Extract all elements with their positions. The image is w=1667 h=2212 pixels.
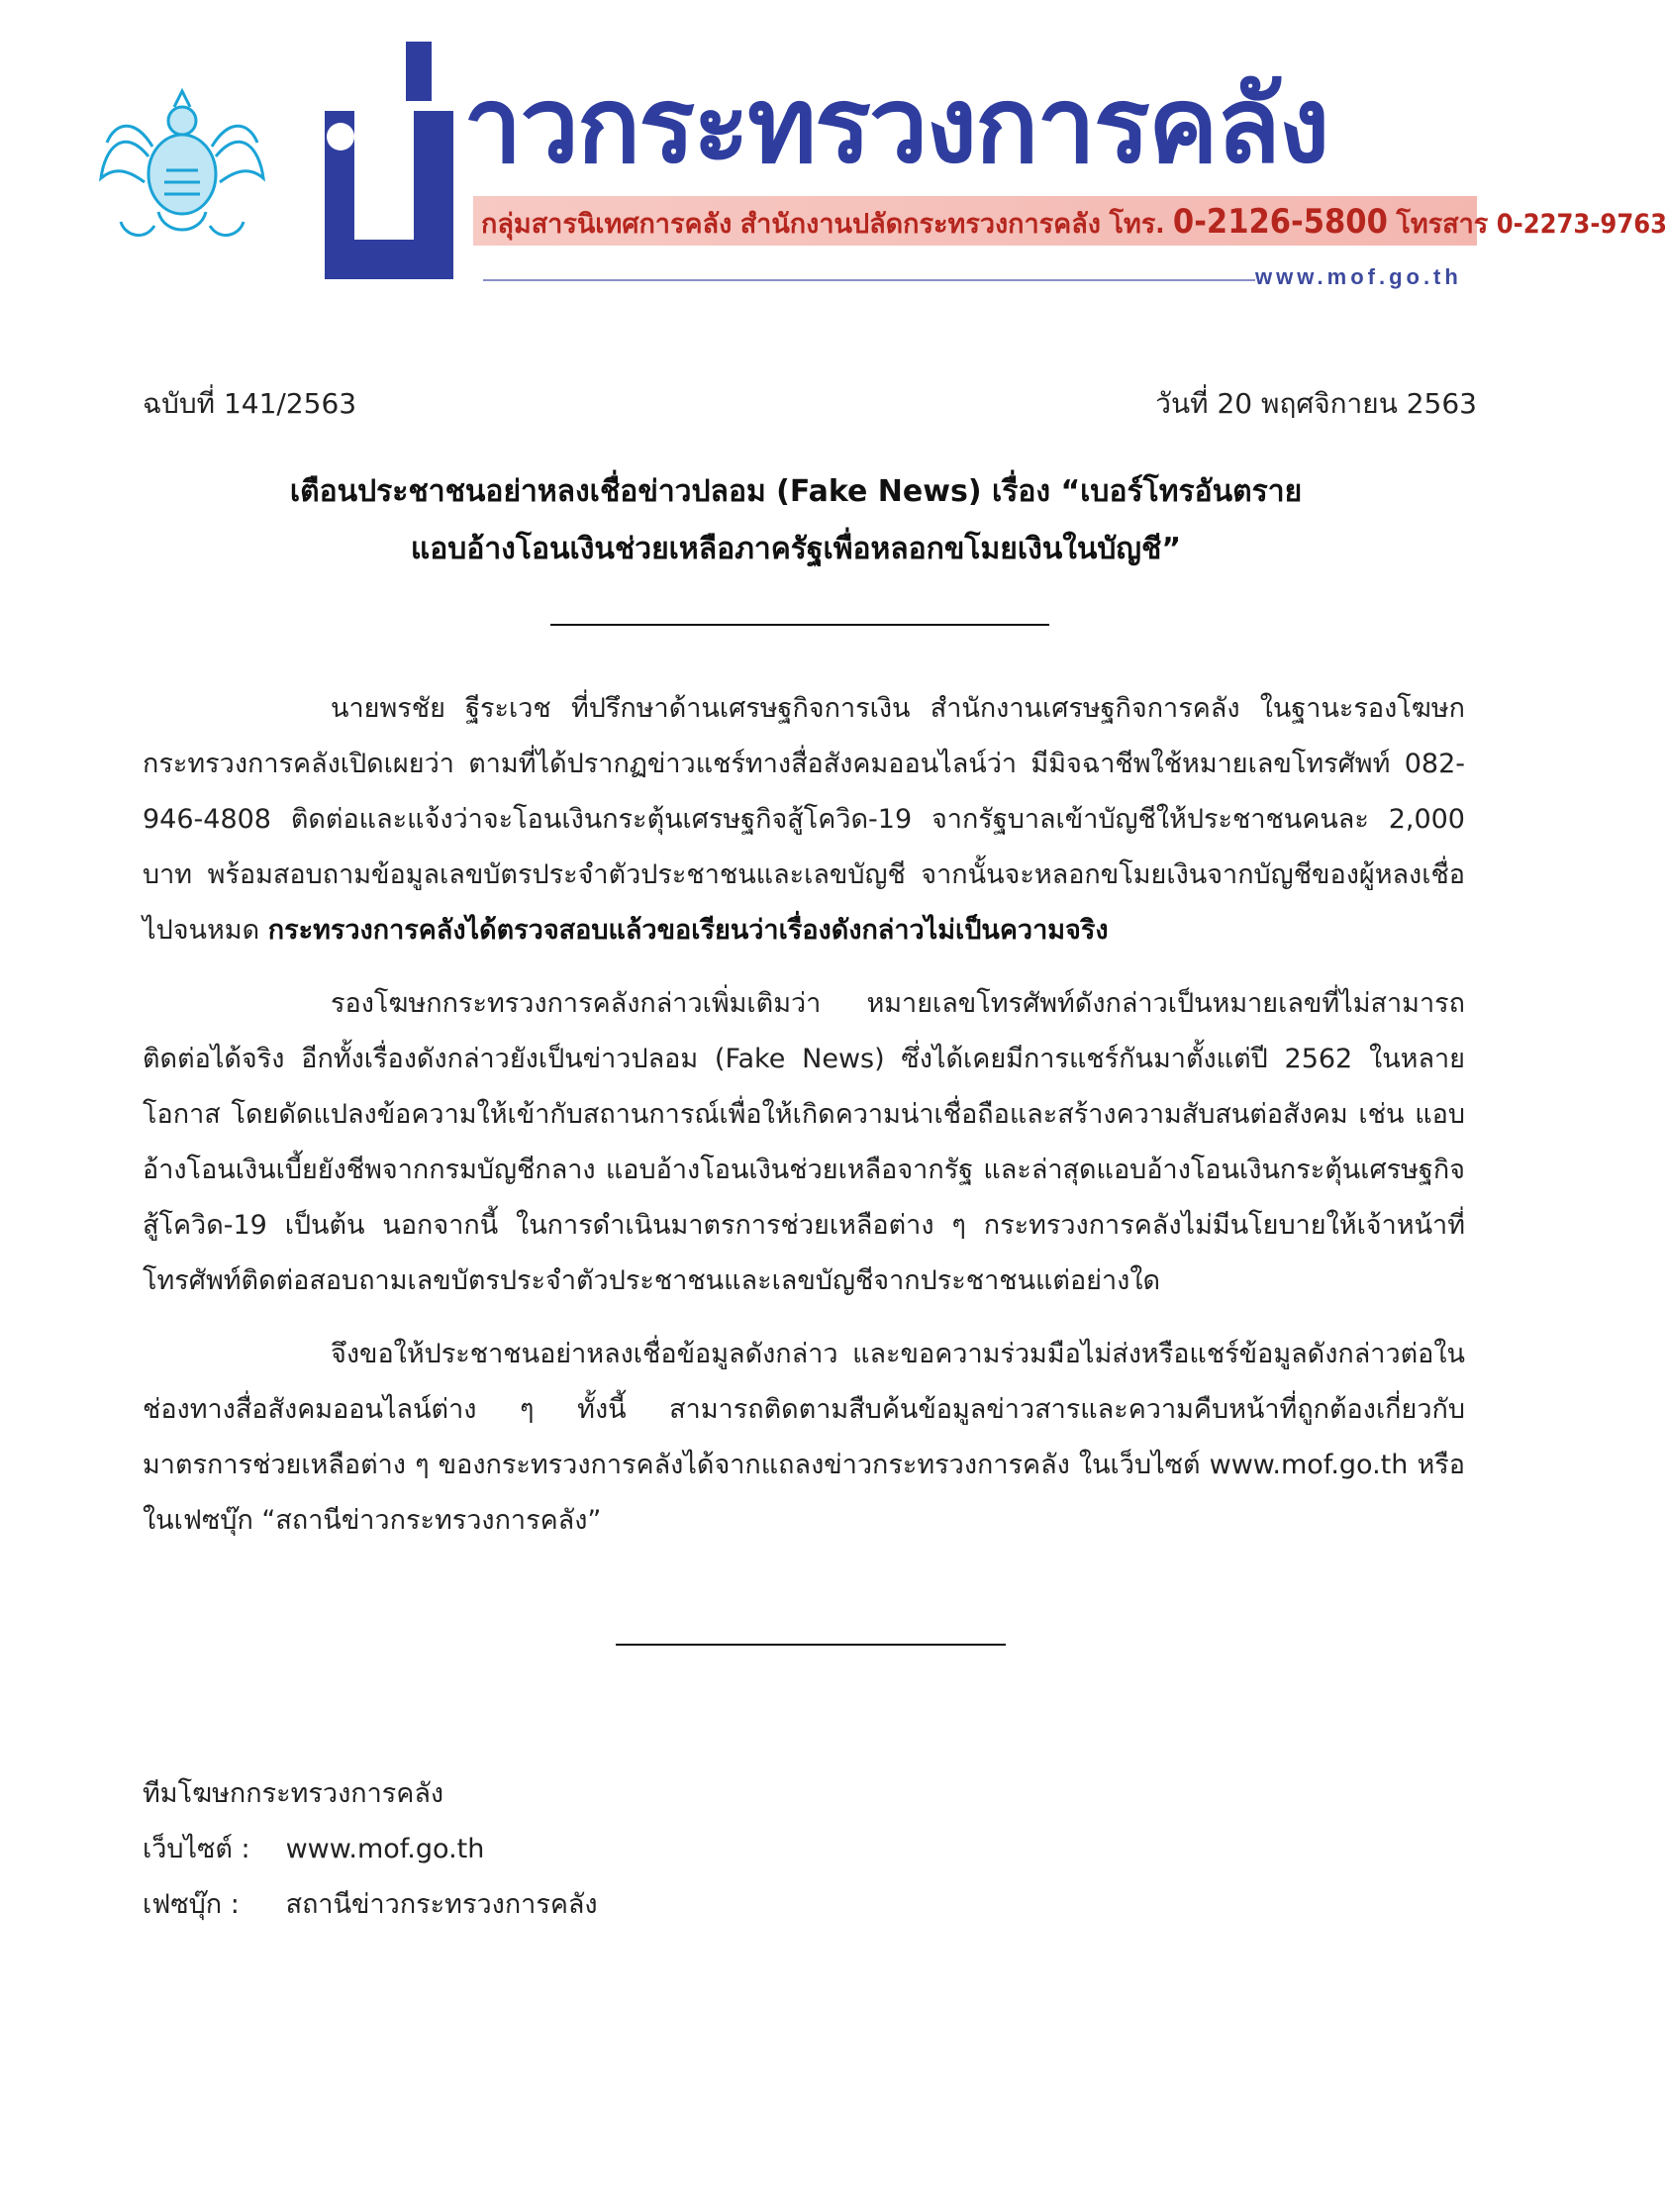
masthead-website: www.mof.go.th: [1255, 264, 1462, 289]
paragraph-1-text: นายพรชัย ฐีระเวช ที่ปรึกษาด้านเศรษฐกิจการเงิน สำนักงานเศรษฐกิจการคลัง ในฐานะรองโฆษกกระทรวงการคลังเปิดเผยว่า ตามที่ได้ปรากฏข่าวแชร์ทางสื่อสังคมออนไลน์ว่า มีมิจฉาชีพใช้หมายเลขโทรศัพท์ 082-946-4808 ติดต่อและแจ้งว่าจะโอนเงินกระตุ้นเศรษฐกิจสู้โควิด-19 จากรัฐบาลเข้าบัญชีให้ประชาชนคนละ 2,000 บาท พร้อมสอบถามข้อมูลเลขบัตรประจำตัวประชาชนและเลขบัญชี จากนั้นจะหลอกขโมยเงินจากบัญชีของผู้หลงเชื่อไปจนหมด: [143, 693, 1465, 946]
headline-line-2: แอบอ้างโอนเงินช่วยเหลือภาครัฐเพื่อหลอกขโมยเงินในบัญชี”: [410, 532, 1182, 566]
issue-date: วันที่ 20 พฤศจิกายน 2563: [1155, 387, 1477, 420]
issue-number: ฉบับที่ 141/2563: [143, 387, 357, 420]
masthead-fax-label: โทรสาร: [1396, 209, 1489, 240]
footer-facebook-label: เฟซบุ๊ก :: [143, 1889, 240, 1920]
headline-line-1: เตือนประชาชนอย่าหลงเชื่อข่าวปลอม (Fake News) เรื่อง “เบอร์โทรอันตราย: [289, 474, 1303, 509]
masthead-divider: [483, 279, 1255, 281]
headline: [143, 463, 1449, 578]
garuda-emblem-icon: [95, 87, 269, 246]
masthead-phone-label: โทร.: [1109, 209, 1165, 240]
paragraph-1: [143, 681, 1465, 958]
masthead-big-letter: [315, 42, 463, 279]
article-body: [143, 681, 1465, 1566]
paragraph-2: รองโฆษกกระทรวงการคลังกล่าวเพิ่มเติมว่า หมายเลขโทรศัพท์ดังกล่าวเป็นหมายเลขที่ไม่สามารถติดต่อได้จริง อีกทั้งเรื่องดังกล่าวยังเป็นข่าวปลอม (Fake News) ซึ่งได้เคยมีการแชร์กันมาตั้งแต่ปี 2562 ในหลายโอกาส โดยดัดแปลงข้อความให้เข้ากับสถานการณ์เพื่อให้เกิดความน่าเชื่อถือและสร้างความสับสนต่อสังคม เช่น แอบอ้างโอนเงินเบี้ยยังชีพจากกรมบัญชีกลาง แอบอ้างโอนเงินช่วยเหลือจากรัฐ และล่าสุดแอบอ้างโอนเงินกระตุ้นเศรษฐกิจสู้โควิด-19 เป็นต้น นอกจากนี้ ในการดำเนินมาตรการช่วยเหลือต่าง ๆ กระทรวงการคลังไม่มีนโยบายให้เจ้าหน้าที่โทรศัพท์ติดต่อสอบถามเลขบัตรประจำตัวประชาชนและเลขบัญชีจากประชาชนแต่อย่างใด: [143, 988, 1465, 1296]
footer-facebook-link[interactable]: สถานีข่าวกระทรวงการคลัง: [285, 1889, 598, 1920]
end-divider: [616, 1644, 1006, 1646]
masthead-phone: 0-2126-5800: [1172, 202, 1388, 242]
footer-team: ทีมโฆษกกระทรวงการคลัง: [143, 1778, 444, 1809]
footer: [143, 1766, 598, 1933]
masthead-contact: [481, 202, 1667, 242]
footer-website-label: เว็บไซต์ :: [143, 1834, 250, 1864]
masthead-title: าวกระทรวงการคลัง: [463, 64, 1328, 186]
footer-website-link[interactable]: www.mof.go.th: [285, 1834, 485, 1864]
headline-divider: [550, 624, 1049, 626]
paragraph-3: จึงขอให้ประชาชนอย่าหลงเชื่อข้อมูลดังกล่าว และขอความร่วมมือไม่ส่งหรือแชร์ข้อมูลดังกล่าวต่อในช่องทางสื่อสังคมออนไลน์ต่าง ๆ ทั้งนี้ สามารถติดตามสืบค้นข้อมูลข่าวสารและความคืบหน้าที่ถูกต้องเกี่ยวกับมาตรการช่วยเหลือต่าง ๆ ของกระทรวงการคลังได้จากแถลงข่าวกระทรวงการคลัง ในเว็บไซต์ www.mof.go.th หรือในเฟซบุ๊ก “สถานีข่าวกระทรวงการคลัง”: [143, 1339, 1465, 1536]
footer-facebook-row: [143, 1877, 598, 1933]
masthead-department: กลุ่มสารนิเทศการคลัง สำนักงานปลัดกระทรวงการคลัง: [481, 209, 1101, 240]
footer-website-row: [143, 1822, 598, 1877]
masthead: [0, 0, 1667, 307]
masthead-fax: 0-2273-9763: [1496, 209, 1667, 240]
paragraph-1-emphasis: กระทรวงการคลังได้ตรวจสอบแล้วขอเรียนว่าเรื่องดังกล่าวไม่เป็นความจริง: [267, 915, 1109, 946]
